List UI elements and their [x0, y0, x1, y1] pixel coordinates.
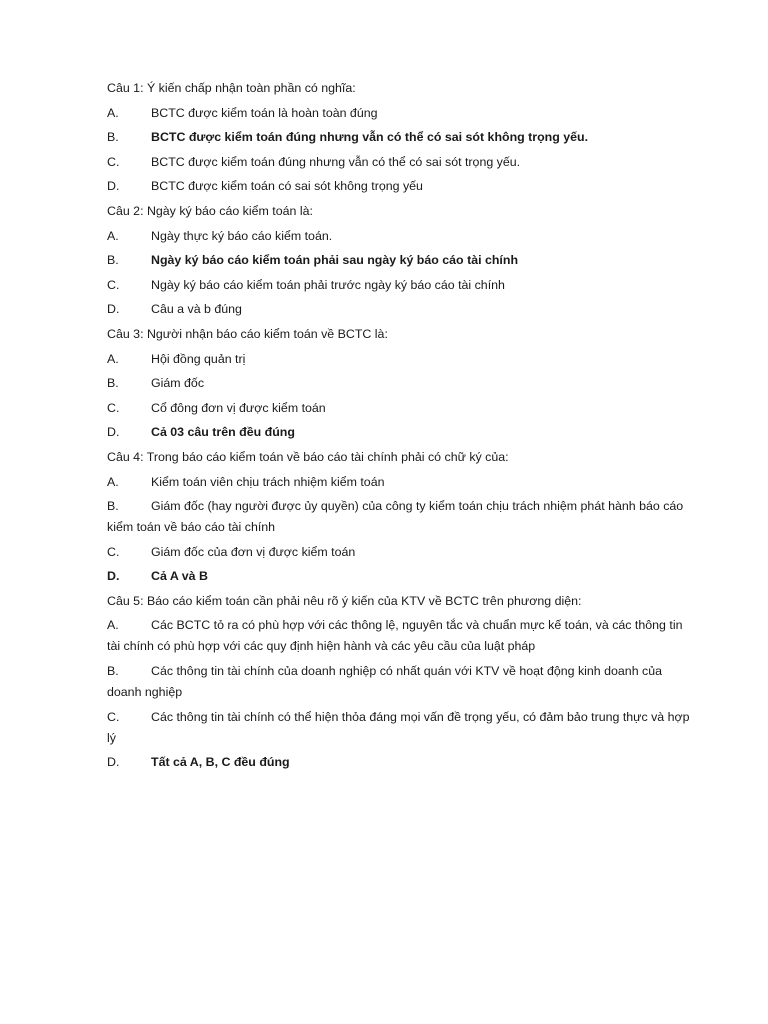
option-letter: A.	[107, 618, 119, 633]
q3-option-a	[107, 349, 697, 370]
option-text: BCTC được kiểm toán đúng nhưng vẫn có thể có sai sót trọng yếu.	[151, 154, 521, 169]
question-5: Câu 5: Báo cáo kiểm toán cần phải nêu rõ ý kiến của KTV về BCTC trên phương diện:	[107, 593, 582, 608]
option-text: Các thông tin tài chính của doanh nghiệp có nhất quán với KTV về hoạt động kinh doanh của doanh nghiệp	[107, 664, 662, 700]
option-letter: B.	[107, 130, 119, 145]
option-letter: C.	[107, 400, 120, 415]
q3-option-d	[107, 422, 697, 443]
option-text: Giám đốc (hay người được ủy quyền) của công ty kiểm toán chịu trách nhiệm phát hành báo cáo kiểm toán về báo cáo tài chính	[107, 499, 684, 535]
option-letter: B.	[107, 499, 119, 514]
q5-option-b	[107, 661, 697, 703]
option-letter: D.	[107, 179, 120, 194]
option-letter: B.	[107, 664, 119, 679]
q5-option-c	[107, 707, 697, 749]
option-text-correct: Cả A và B	[151, 569, 208, 584]
option-text: BCTC được kiểm toán là hoàn toàn đúng	[151, 105, 378, 120]
option-text-correct: Tất cả A, B, C đều đúng	[151, 755, 290, 770]
q4-option-a	[107, 472, 697, 493]
q1-option-b	[107, 127, 697, 148]
q4-option-c	[107, 542, 697, 563]
q1-option-d	[107, 176, 697, 197]
option-text: Hội đồng quản trị	[151, 351, 246, 366]
option-letter: A.	[107, 228, 119, 243]
q5-option-a	[107, 615, 697, 657]
question-4: Câu 4: Trong báo cáo kiểm toán về báo cáo tài chính phải có chữ ký của:	[107, 449, 509, 464]
question-1: Câu 1: Ý kiến chấp nhận toàn phần có nghĩa:	[107, 81, 356, 95]
option-letter: C.	[107, 154, 120, 169]
option-letter: D.	[107, 302, 120, 317]
option-text-correct: Cả 03 câu trên đều đúng	[151, 425, 295, 440]
q1-option-c	[107, 152, 697, 173]
option-text: Ngày ký báo cáo kiểm toán phải trước ngày ký báo cáo tài chính	[151, 277, 505, 292]
option-letter: A.	[107, 105, 119, 120]
q2-option-d	[107, 299, 697, 320]
option-text: Câu a và b đúng	[151, 302, 242, 317]
option-letter: B.	[107, 253, 119, 268]
q4-option-b	[107, 496, 697, 538]
option-text-correct: BCTC được kiểm toán đúng nhưng vẫn có thể có sai sót không trọng yếu.	[151, 130, 589, 145]
q4-option-d	[107, 566, 697, 587]
option-text: BCTC được kiểm toán có sai sót không trọng yếu	[151, 179, 423, 194]
option-text: Các thông tin tài chính có thể hiện thỏa đáng mọi vấn đề trọng yếu, có đảm bảo trung thực và hợp lý	[107, 709, 690, 745]
q3-option-c	[107, 398, 697, 419]
q2-option-a	[107, 226, 697, 247]
q3-option-b	[107, 373, 697, 394]
option-text: Giám đốc của đơn vị được kiểm toán	[151, 544, 356, 559]
q1-option-a	[107, 103, 697, 124]
option-letter: A.	[107, 351, 119, 366]
q2-option-c	[107, 275, 697, 296]
option-letter: B.	[107, 376, 119, 391]
option-letter: D.	[107, 755, 120, 770]
option-letter: D.	[107, 425, 120, 440]
option-text: Cổ đông đơn vị được kiểm toán	[151, 400, 326, 415]
option-text: Các BCTC tỏ ra có phù hợp với các thông lệ, nguyên tắc và chuẩn mực kế toán, và các thông tin tài chính có phù hợp với các quy định hiện hành và các yêu cầu của luật pháp	[107, 618, 683, 654]
q5-option-d	[107, 752, 697, 773]
option-text: Giám đốc	[151, 376, 205, 391]
option-letter: C.	[107, 277, 120, 292]
option-text: Ngày thực ký báo cáo kiểm toán.	[151, 228, 333, 243]
question-2: Câu 2: Ngày ký báo cáo kiểm toán là:	[107, 203, 313, 218]
option-text-correct: Ngày ký báo cáo kiểm toán phải sau ngày ký báo cáo tài chính	[151, 253, 519, 268]
question-3: Câu 3: Người nhận báo cáo kiểm toán về BCTC là:	[107, 326, 388, 341]
document-page	[107, 78, 697, 777]
option-letter: A.	[107, 474, 119, 489]
option-text: Kiểm toán viên chịu trách nhiệm kiểm toán	[151, 474, 385, 489]
option-letter: D.	[107, 569, 120, 584]
q2-option-b	[107, 250, 697, 271]
option-letter: C.	[107, 544, 120, 559]
option-letter: C.	[107, 709, 120, 724]
